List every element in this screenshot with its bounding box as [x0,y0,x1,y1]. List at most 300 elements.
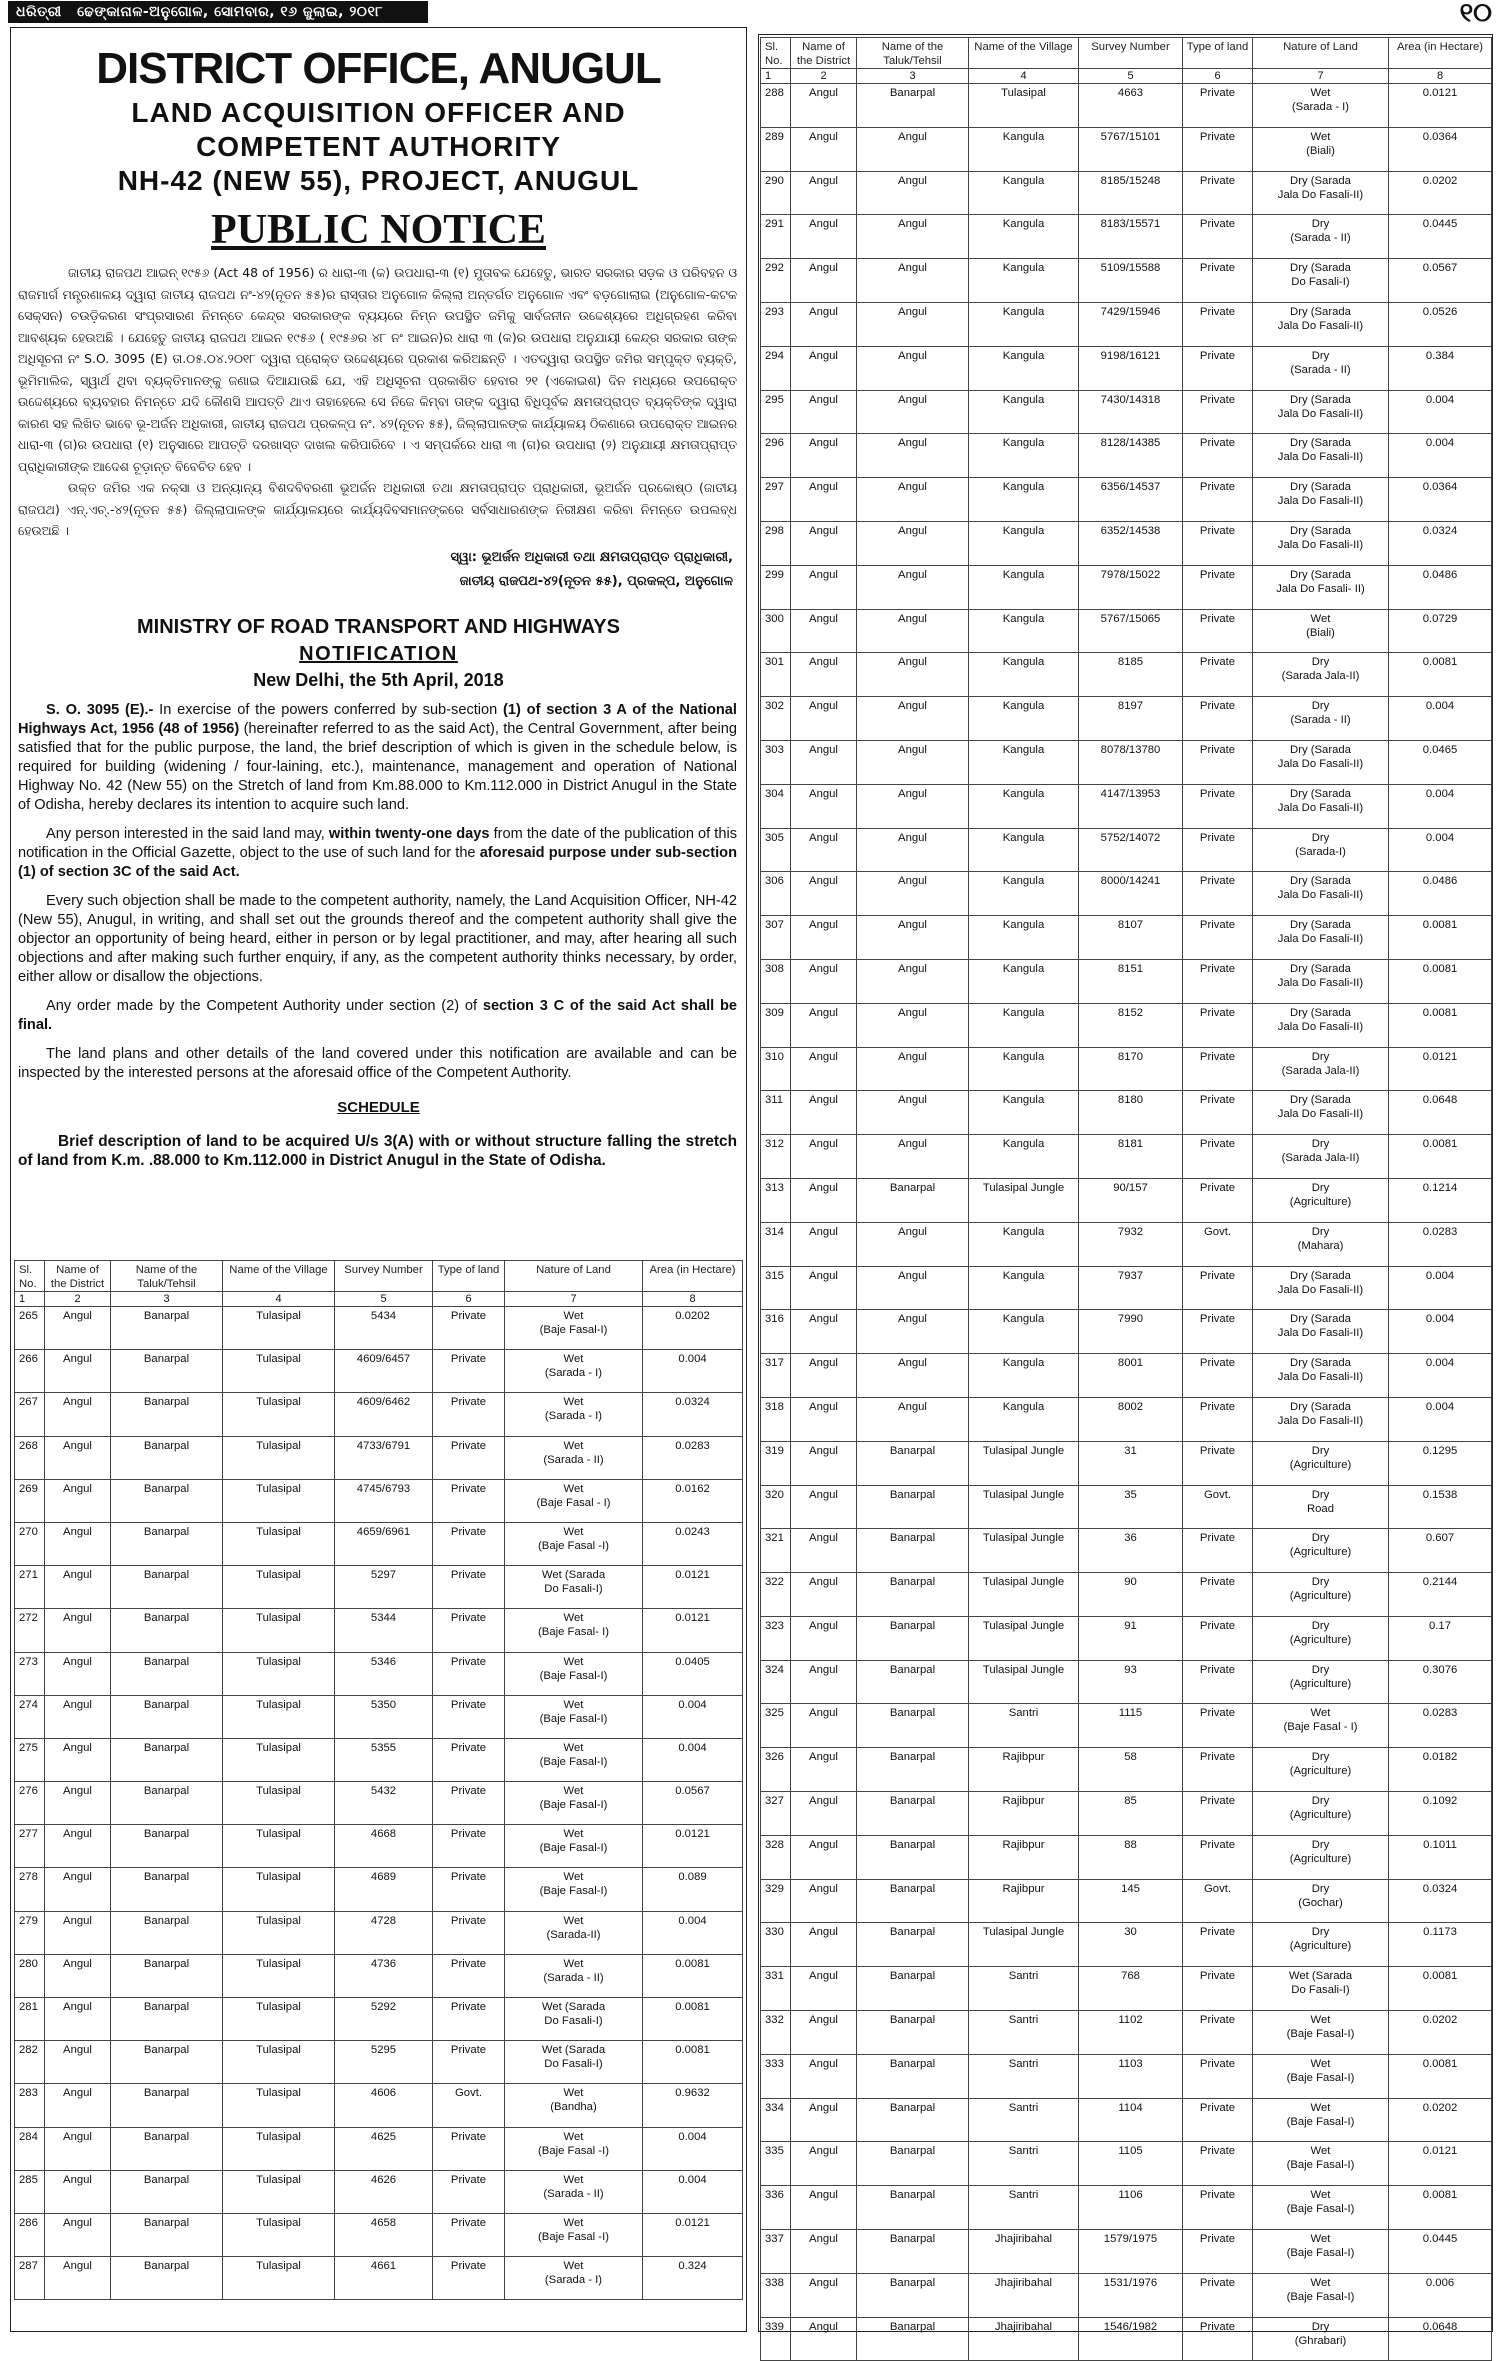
cell-land-type: Private [1183,390,1253,434]
column-header: Nature of Land [1253,38,1389,69]
nature-line-1: Wet [1310,2189,1331,2202]
nature-line-2: (Sarada - II) [543,1453,604,1466]
cell-area: 0.0121 [643,2213,743,2256]
cell-taluk: Angul [857,740,969,784]
cell-sl-no: 291 [761,215,791,259]
nature-line-2: Jala Do Fasali-II) [1277,1020,1364,1033]
cell-district: Angul [791,259,857,303]
nature-line-1: Wet [563,2130,584,2143]
column-header: Name of the District [45,1261,111,1292]
cell-village: Tulasipal Jungle [969,1178,1079,1222]
table-row [15,2041,743,2084]
cell-nature-of-land [1253,346,1389,390]
cell-survey-number: 1102 [1079,2011,1183,2055]
cell-land-type: Private [433,1436,505,1479]
table-row [761,1397,1492,1441]
cell-land-type: Private [433,2257,505,2300]
cell-district: Angul [791,1529,857,1573]
cell-taluk: Banarpal [111,1868,223,1911]
cell-survey-number: 5109/15588 [1079,259,1183,303]
cell-sl-no: 307 [761,916,791,960]
cell-survey-number: 7937 [1079,1266,1183,1310]
cell-survey-number: 768 [1079,1967,1183,2011]
nature-line-1: Dry (Sarada [1290,1357,1351,1370]
paragraph-3: Every such objection shall be made to the competent authority, namely, the Land Acquisition Officer, NH-42 (New 55), Anugul, in writing, and shall set out the grounds thereof and the competent authority shall give the objector an opportunity of being heard, either in person or by legal practitioner, and may, after hearing all such objections and after making such further enquiry, if any, as the competent authority thinks necessary, by order, either allow or disallow the objections. [18,892,737,985]
cell-sl-no: 330 [761,1923,791,1967]
table-row [761,916,1492,960]
cell-taluk: Angul [857,1091,969,1135]
cell-area: 0.0121 [643,1825,743,1868]
cell-taluk: Angul [857,521,969,565]
cell-survey-number: 7429/15946 [1079,302,1183,346]
table-row [761,1573,1492,1617]
table-row [15,1954,743,1997]
cell-sl-no: 266 [15,1350,45,1393]
nature-line-1: Dry [1311,1532,1330,1545]
cell-area: 0.324 [643,2257,743,2300]
cell-village: Tulasipal [223,2041,335,2084]
cell-taluk: Angul [857,1310,969,1354]
nature-line-2: Do Fasali-I) [1291,276,1350,289]
cell-village: Santri [969,2011,1079,2055]
cell-sl-no: 286 [15,2213,45,2256]
column-header: Survey Number [335,1261,433,1292]
nature-line-1: Wet [563,2216,584,2229]
cell-district: Angul [791,2142,857,2186]
cell-survey-number: 8107 [1079,916,1183,960]
cell-survey-number: 1115 [1079,1704,1183,1748]
cell-area: 0.0486 [1389,872,1492,916]
cell-survey-number: 4658 [335,2213,433,2256]
cell-district: Angul [791,1178,857,1222]
cell-land-type: Private [1183,872,1253,916]
cell-land-type: Private [1183,478,1253,522]
nature-line-1: Wet [563,1914,584,1927]
cell-survey-number: 4689 [335,1868,433,1911]
cell-land-type: Private [433,1652,505,1695]
nature-line-2: (Sarada - II) [1290,363,1351,376]
cell-land-type: Private [1183,565,1253,609]
cell-nature-of-land [1253,1616,1389,1660]
cell-nature-of-land [1253,784,1389,828]
cell-survey-number: 8183/15571 [1079,215,1183,259]
cell-district: Angul [45,1609,111,1652]
nature-line-1: Dry [1311,1138,1330,1151]
notice-subtitle-1: LAND ACQUISITION OFFICER AND [131,97,626,128]
cell-nature-of-land [1253,697,1389,741]
cell-nature-of-land [1253,2273,1389,2317]
cell-taluk: Angul [857,434,969,478]
cell-land-type: Private [1183,302,1253,346]
cell-nature-of-land [505,1954,643,1997]
cell-sl-no: 297 [761,478,791,522]
cell-land-type: Private [1183,1397,1253,1441]
cell-village: Tulasipal [223,1522,335,1565]
cell-village: Kangula [969,872,1079,916]
cell-sl-no: 312 [761,1135,791,1179]
cell-sl-no: 275 [15,1738,45,1781]
cell-land-type: Govt. [433,2084,505,2127]
paragraph-1 [18,701,737,815]
nature-line-2: (Baje Fasal-I) [539,1885,608,1898]
cell-village: Kangula [969,302,1079,346]
table-row [761,1792,1492,1836]
cell-sl-no: 278 [15,1868,45,1911]
nature-line-2: (Agriculture) [1289,1940,1352,1953]
cell-survey-number: 58 [1079,1748,1183,1792]
cell-nature-of-land [1253,84,1389,128]
cell-sl-no: 294 [761,346,791,390]
cell-district: Angul [791,2011,857,2055]
cell-taluk: Banarpal [857,1879,969,1923]
nature-line-2: (Baje Fasal-I) [1286,2159,1355,2172]
table-row [761,1967,1492,2011]
table-row [761,171,1492,215]
cell-taluk: Banarpal [857,1441,969,1485]
cell-taluk: Angul [857,1222,969,1266]
cell-land-type: Private [1183,2142,1253,2186]
cell-nature-of-land [1253,1748,1389,1792]
cell-sl-no: 326 [761,1748,791,1792]
nature-line-2: Jala Do Fasali-II) [1277,976,1364,989]
cell-village: Tulasipal [223,1825,335,1868]
cell-taluk: Angul [857,609,969,653]
nature-line-1: Wet [1310,87,1331,99]
cell-sl-no: 325 [761,1704,791,1748]
cell-land-type: Private [1183,1792,1253,1836]
cell-land-type: Private [433,1738,505,1781]
cell-survey-number: 8185 [1079,653,1183,697]
cell-survey-number: 5432 [335,1782,433,1825]
paragraph-5: The land plans and other details of the land covered under this notification are available and can be inspected by the interested persons at the aforesaid office of the Competent Authority. [18,1045,737,1081]
cell-village: Tulasipal [223,2170,335,2213]
table-row [15,2213,743,2256]
cell-taluk: Banarpal [857,1616,969,1660]
cell-village: Tulasipal [223,1350,335,1393]
cell-area: 0.0364 [1389,127,1492,171]
table-row [761,784,1492,828]
cell-sl-no: 317 [761,1354,791,1398]
cell-nature-of-land [505,1782,643,1825]
cell-sl-no: 335 [761,2142,791,2186]
nature-line-2: (Baje Fasal -I) [538,2230,609,2243]
cell-taluk: Banarpal [111,1738,223,1781]
cell-nature-of-land [505,1998,643,2041]
cell-district: Angul [791,1091,857,1135]
cell-taluk: Banarpal [111,1522,223,1565]
column-number: 6 [1183,69,1253,84]
cell-survey-number: 8185/15248 [1079,171,1183,215]
nature-line-1: Dry [1311,2320,1330,2333]
cell-land-type: Private [1183,127,1253,171]
cell-land-type: Private [1183,2098,1253,2142]
cell-area: 0.0364 [1389,478,1492,522]
cell-district: Angul [791,1573,857,1617]
column-header: Nature of Land [505,1261,643,1292]
table-row [761,521,1492,565]
cell-nature-of-land [1253,1923,1389,1967]
cell-sl-no: 316 [761,1310,791,1354]
cell-land-type: Private [433,2127,505,2170]
table-row [761,1923,1492,1967]
cell-village: Rajibpur [969,1748,1079,1792]
cell-district: Angul [45,1911,111,1954]
cell-survey-number: 93 [1079,1660,1183,1704]
cell-village: Kangula [969,784,1079,828]
cell-area: 0.0081 [1389,1135,1492,1179]
cell-land-type: Private [1183,1660,1253,1704]
nature-line-1: Wet [563,1525,584,1538]
cell-nature-of-land [1253,1529,1389,1573]
cell-sl-no: 300 [761,609,791,653]
column-header: Sl. No. [15,1261,45,1292]
cell-taluk: Banarpal [111,1566,223,1609]
cell-taluk: Angul [857,784,969,828]
nature-line-1: Dry (Sarada [1290,1400,1351,1413]
cell-taluk: Banarpal [111,2213,223,2256]
cell-nature-of-land [505,1868,643,1911]
cell-district: Angul [45,2127,111,2170]
nature-line-2: (Agriculture) [1289,1633,1352,1646]
cell-survey-number: 4659/6961 [335,1522,433,1565]
cell-survey-number: 8152 [1079,1003,1183,1047]
cell-nature-of-land [1253,1485,1389,1529]
cell-district: Angul [45,1954,111,1997]
cell-land-type: Private [433,2213,505,2256]
cell-nature-of-land [1253,1135,1389,1179]
nature-line-2: (Sarada - I) [544,1410,603,1423]
cell-survey-number: 4668 [335,1825,433,1868]
nature-line-2: Jala Do Fasali- II) [1276,582,1365,595]
cell-village: Tulasipal [223,1782,335,1825]
table-row [15,1782,743,1825]
cell-district: Angul [791,1441,857,1485]
table-row [761,434,1492,478]
table-body [761,84,1492,2361]
cell-area: 0.0283 [1389,1222,1492,1266]
column-number: 7 [1253,69,1389,84]
cell-district: Angul [45,1436,111,1479]
cell-area: 0.1538 [1389,1485,1492,1529]
cell-sl-no: 271 [15,1566,45,1609]
cell-taluk: Banarpal [857,1573,969,1617]
nature-line-2: Jala Do Fasali-II) [1277,1108,1364,1121]
cell-survey-number: 6352/14538 [1079,521,1183,565]
cell-sl-no: 309 [761,1003,791,1047]
cell-nature-of-land [1253,1573,1389,1617]
signature-line-2: ଜାତୀୟ ରାଜପଥ-୪୨(ନୂତନ ୫୫), ପ୍ରକଳ୍ପ, ଅନୁଗୋଳ [459,573,733,589]
nature-line-2: (Baje Fasal-I) [1286,2203,1355,2216]
nature-line-1: Dry (Sarada [1290,1313,1351,1326]
cell-survey-number: 5350 [335,1695,433,1738]
cell-sl-no: 270 [15,1522,45,1565]
nature-line-1: Dry (Sarada [1290,524,1351,537]
cell-survey-number: 8078/13780 [1079,740,1183,784]
cell-village: Kangula [969,1047,1079,1091]
cell-nature-of-land [1253,740,1389,784]
table-row [761,1178,1492,1222]
nature-line-1: Dry [1311,700,1330,713]
paragraph-2-purpose: aforesaid purpose under sub-section (1) of section 3C of the said Act. [18,844,737,880]
cell-nature-of-land [1253,215,1389,259]
table-row [15,1652,743,1695]
cell-nature-of-land [1253,2098,1389,2142]
cell-survey-number: 88 [1079,1835,1183,1879]
table-row [761,1616,1492,1660]
cell-sl-no: 284 [15,2127,45,2170]
cell-sl-no: 336 [761,2186,791,2230]
cell-sl-no: 339 [761,2317,791,2361]
cell-sl-no: 318 [761,1397,791,1441]
cell-survey-number: 8170 [1079,1047,1183,1091]
public-notice-heading: PUBLIC NOTICE [211,207,546,253]
cell-village: Tulasipal [223,1695,335,1738]
cell-sl-no: 314 [761,1222,791,1266]
cell-nature-of-land [505,1436,643,1479]
cell-land-type: Private [433,1609,505,1652]
cell-taluk: Angul [857,346,969,390]
cell-area: 0.1173 [1389,1923,1492,1967]
cell-land-type: Private [1183,434,1253,478]
cell-village: Tulasipal Jungle [969,1923,1079,1967]
cell-nature-of-land [1253,872,1389,916]
cell-village: Kangula [969,346,1079,390]
cell-taluk: Angul [857,1266,969,1310]
cell-sl-no: 313 [761,1178,791,1222]
cell-survey-number: 5355 [335,1738,433,1781]
cell-nature-of-land [1253,1266,1389,1310]
cell-taluk: Angul [857,1397,969,1441]
table-row [761,1529,1492,1573]
cell-taluk: Angul [857,478,969,522]
nature-line-2: (Baje Fasal - I) [536,1496,611,1509]
cell-nature-of-land [505,2257,643,2300]
cell-village: Tulasipal [223,1609,335,1652]
nature-line-2: (Baje Fasal-I) [1286,2247,1355,2260]
table-row [761,1266,1492,1310]
nature-line-1: Wet [1310,2101,1331,2114]
cell-land-type: Private [1183,1529,1253,1573]
cell-nature-of-land [505,2041,643,2084]
schedule-brief: Brief description of land to be acquired U/s 3(A) with or without structure falling the stretch of land from K.m. .88.000 to Km.112.000 in District Anugul in the State of Odisha. [18,1132,737,1169]
cell-survey-number: 8180 [1079,1091,1183,1135]
cell-nature-of-land [1253,565,1389,609]
cell-land-type: Govt. [1183,1879,1253,1923]
cell-sl-no: 334 [761,2098,791,2142]
cell-area: 0.004 [1389,828,1492,872]
cell-village: Tulasipal [223,1436,335,1479]
nature-line-1: Wet [1310,2057,1331,2070]
cell-village: Kangula [969,1354,1079,1398]
paragraph-2-text-c: from the date of the publication of this notification in the Official Gazette, object to the use of such land for the [18,825,738,861]
cell-nature-of-land [1253,1222,1389,1266]
nature-line-1: Wet [563,2173,584,2186]
cell-land-type: Private [1183,653,1253,697]
odia-paragraph-2: ଉକ୍ତ ଜମିର ଏକ ନକ୍ସା ଓ ଅନ୍ୟାନ୍ୟ ବିଶଦବିବରଣୀ ଭୂଅର୍ଜନ ଅଧିକାରୀ ତଥା କ୍ଷମତାପ୍ରାପ୍ତ ପ୍ରାଧିକାରୀ, ଭୂଅର୍ଜନ ପ୍ରକୋଷ୍ଠ (ଜାତୀୟ ରାଜପଥ) ଏନ୍.ଏଚ୍.-୪୨(ନୂତନ ୫୫) ଜିଲ୍ଲାପାଳଙ୍କ କାର୍ଯ୍ୟାଳୟରେ କାର୍ଯ୍ୟଦିବସମାନଙ୍କରେ ସର୍ବସାଧାରଣଙ୍କ ନିରୀକ୍ଷଣ କରିବା ନିମନ୍ତେ ଉପଲବ୍ଧ ହେଉଅଛି । [18,480,737,538]
cell-land-type: Private [1183,346,1253,390]
nature-line-1: Wet [1310,612,1331,625]
cell-nature-of-land [1253,1967,1389,2011]
cell-taluk: Angul [857,653,969,697]
cell-land-type: Private [1183,697,1253,741]
cell-survey-number: 30 [1079,1923,1183,1967]
cell-survey-number: 1531/1976 [1079,2273,1183,2317]
cell-district: Angul [45,1522,111,1565]
table-row [761,127,1492,171]
cell-village: Tulasipal [223,2084,335,2127]
nature-line-1: Dry (Sarada [1290,568,1351,581]
cell-sl-no: 332 [761,2011,791,2055]
nature-line-1: Dry (Sarada [1290,305,1351,318]
nature-line-1: Dry (Sarada [1290,174,1351,187]
cell-survey-number: 4609/6462 [335,1393,433,1436]
cell-area: 0.0121 [643,1609,743,1652]
cell-sl-no: 277 [15,1825,45,1868]
notice-title: DISTRICT OFFICE, ANUGUL [96,44,661,93]
cell-sl-no: 287 [15,2257,45,2300]
cell-taluk: Banarpal [111,2170,223,2213]
cell-district: Angul [45,1566,111,1609]
schedule-table-left [14,1260,743,2300]
cell-survey-number: 4733/6791 [335,1436,433,1479]
cell-district: Angul [791,1003,857,1047]
cell-nature-of-land [1253,916,1389,960]
nature-line-2: (Agriculture) [1289,1590,1352,1603]
cell-land-type: Private [433,1695,505,1738]
cell-land-type: Private [433,1911,505,1954]
cell-nature-of-land [1253,171,1389,215]
cell-village: Kangula [969,478,1079,522]
cell-sl-no: 293 [761,302,791,346]
cell-survey-number: 90/157 [1079,1178,1183,1222]
cell-sl-no: 267 [15,1393,45,1436]
column-number: 1 [15,1292,45,1307]
nature-line-2: Jala Do Fasali-II) [1277,538,1364,551]
cell-village: Santri [969,2054,1079,2098]
cell-village: Kangula [969,565,1079,609]
column-number: 2 [45,1292,111,1307]
cell-sl-no: 285 [15,2170,45,2213]
cell-sl-no: 301 [761,653,791,697]
cell-area: 0.0445 [1389,2230,1492,2274]
nature-line-2: Jala Do Fasali-II) [1277,1371,1364,1384]
cell-taluk: Banarpal [111,2257,223,2300]
nature-line-2: (Agriculture) [1289,1852,1352,1865]
cell-village: Jhajiribahal [969,2273,1079,2317]
table-row [761,1222,1492,1266]
nature-line-2: (Baje Fasal-I) [539,1799,608,1812]
cell-area: 0.1214 [1389,1178,1492,1222]
cell-district: Angul [791,1266,857,1310]
cell-area: 0.3076 [1389,1660,1492,1704]
cell-area: 0.0465 [1389,740,1492,784]
cell-taluk: Banarpal [111,1393,223,1436]
nature-line-1: Wet [563,1741,584,1754]
cell-land-type: Private [1183,959,1253,1003]
cell-land-type: Private [1183,1091,1253,1135]
cell-land-type: Private [1183,521,1253,565]
cell-village: Tulasipal [223,1566,335,1609]
cell-nature-of-land [1253,1178,1389,1222]
nature-line-2: (Sarada - II) [1290,232,1351,245]
cell-survey-number: 91 [1079,1616,1183,1660]
table-row [15,1307,743,1350]
cell-village: Kangula [969,521,1079,565]
nature-line-2: (Agriculture) [1289,1765,1352,1778]
cell-area: 0.089 [643,1868,743,1911]
cell-district: Angul [791,740,857,784]
cell-area: 0.17 [1389,1616,1492,1660]
